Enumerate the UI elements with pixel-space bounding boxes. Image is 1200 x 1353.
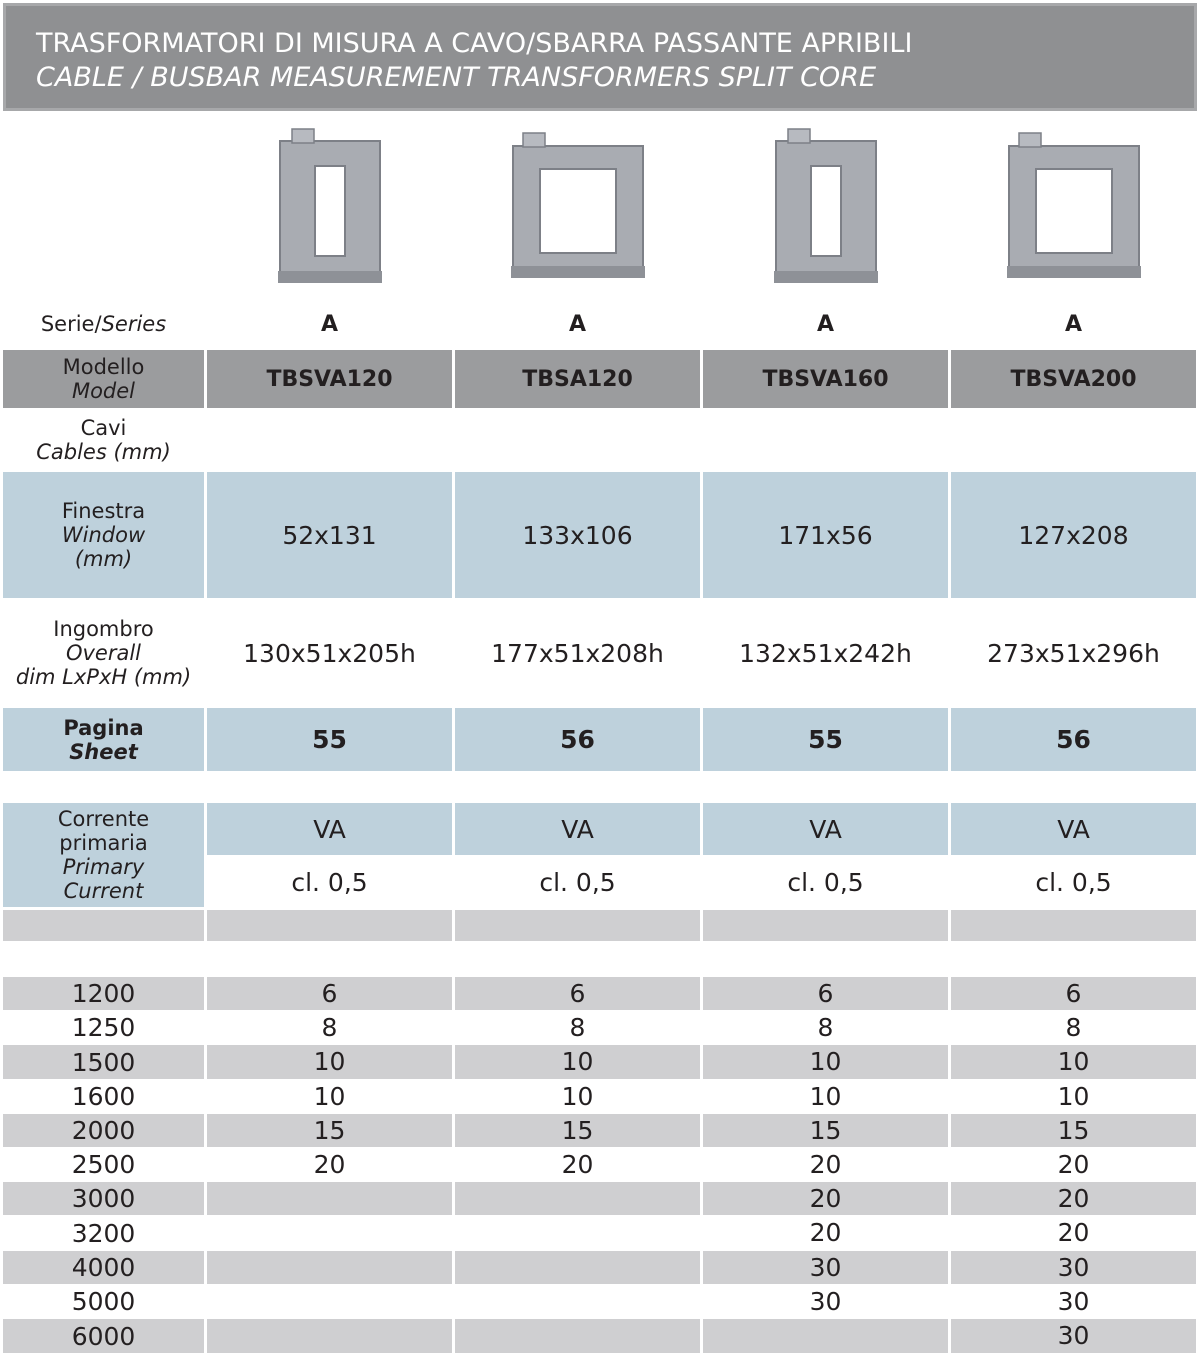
primary-current-value: 3000: [3, 1182, 204, 1215]
title-english: CABLE / BUSBAR MEASUREMENT TRANSFORMERS SPLIT CORE: [36, 62, 877, 93]
va-value: 15: [207, 1114, 452, 1147]
spacer-cell: [3, 910, 204, 941]
va-value: [207, 1319, 452, 1353]
spacer-cell: [207, 910, 452, 941]
va-value: 20: [951, 1148, 1196, 1181]
va-header: VA: [207, 803, 452, 855]
va-value: 20: [951, 1182, 1196, 1215]
class-header: cl. 0,5: [951, 858, 1196, 907]
primary-current-value: 2500: [3, 1148, 204, 1181]
spacer-cell: [951, 774, 1196, 800]
primary-current-value: 1600: [3, 1080, 204, 1113]
model-label-en: Model: [71, 379, 136, 403]
spacer-cell: [455, 944, 700, 974]
overall-value: 130x51x205h: [207, 601, 452, 705]
window-label-unit: (mm): [74, 547, 133, 571]
va-value: [455, 1251, 700, 1284]
series-label-it: Serie/: [40, 312, 102, 336]
va-value: [207, 1216, 452, 1250]
va-value: [455, 1182, 700, 1215]
window-value: 127x208: [951, 472, 1196, 598]
product-image-cell: [207, 114, 452, 298]
va-value: [207, 1251, 452, 1284]
va-value: 10: [703, 1080, 948, 1113]
model-label-it: Modello: [62, 355, 145, 379]
cables-value: [207, 411, 452, 469]
va-header: VA: [703, 803, 948, 855]
spacer-cell: [207, 944, 452, 974]
va-value: 8: [207, 1011, 452, 1044]
va-value: 10: [207, 1045, 452, 1079]
spacer-cell: [951, 944, 1196, 974]
primary-current-value: 6000: [3, 1319, 204, 1353]
va-value: 20: [703, 1148, 948, 1181]
spacer-cell: [703, 910, 948, 941]
cables-label-it: Cavi: [80, 416, 127, 440]
primary-current-value: 4000: [3, 1251, 204, 1284]
va-value: [207, 1182, 452, 1215]
va-value: 10: [207, 1080, 452, 1113]
primary-current-label: [3, 803, 204, 907]
spacer-cell: [951, 910, 1196, 941]
window-label-en: Window: [61, 523, 146, 547]
sheet-value: 56: [455, 708, 700, 771]
cables-label: [3, 411, 204, 469]
empty-corner-cell: [3, 114, 204, 298]
primary-current-label-en2: Current: [63, 879, 144, 903]
va-value: 20: [207, 1148, 452, 1181]
product-image-cell: [455, 114, 700, 298]
overall-label-it: Ingombro: [53, 617, 154, 641]
overall-label-en1: Overall: [65, 641, 142, 665]
va-value: 6: [703, 977, 948, 1010]
model-value: TBSVA200: [951, 350, 1196, 408]
overall-label: [3, 601, 204, 705]
va-value: 10: [455, 1080, 700, 1113]
va-value: 20: [703, 1182, 948, 1215]
va-value: 30: [703, 1285, 948, 1318]
va-value: 20: [703, 1216, 948, 1250]
va-value: 8: [455, 1011, 700, 1044]
split-core-ct-tall-icon: [220, 121, 440, 291]
overall-value: 177x51x208h: [455, 601, 700, 705]
spacer-cell: [703, 944, 948, 974]
va-value: 8: [703, 1011, 948, 1044]
overall-value: 132x51x242h: [703, 601, 948, 705]
va-value: 20: [951, 1216, 1196, 1250]
va-value: 15: [951, 1114, 1196, 1147]
va-value: 10: [951, 1080, 1196, 1113]
sheet-value: 55: [207, 708, 452, 771]
class-header: cl. 0,5: [703, 858, 948, 907]
product-image-cell: [703, 114, 948, 298]
cables-label-en: Cables (mm): [36, 440, 171, 464]
series-label-en: Series: [101, 312, 167, 336]
series-value: A: [703, 301, 948, 347]
primary-current-value: 2000: [3, 1114, 204, 1147]
va-value: 10: [455, 1045, 700, 1079]
sheet-value: 55: [703, 708, 948, 771]
window-value: 171x56: [703, 472, 948, 598]
sheet-label: [3, 708, 204, 771]
va-value: [207, 1285, 452, 1318]
va-value: [703, 1319, 948, 1353]
primary-current-label-it1: Corrente: [57, 807, 150, 831]
cables-value: [703, 411, 948, 469]
title-italian: TRASFORMATORI DI MISURA A CAVO/SBARRA PASSANTE APRIBILI: [36, 28, 913, 59]
split-core-ct-wide-icon: [468, 121, 688, 291]
series-label: [3, 301, 204, 347]
overall-label-en2: dim LxPxH (mm): [15, 665, 192, 689]
split-core-ct-wide-icon: [964, 121, 1184, 291]
series-value: A: [207, 301, 452, 347]
va-value: [455, 1216, 700, 1250]
spacer-cell: [703, 774, 948, 800]
model-value: TBSVA120: [207, 350, 452, 408]
window-value: 133x106: [455, 472, 700, 598]
va-value: 6: [455, 977, 700, 1010]
class-header: cl. 0,5: [207, 858, 452, 907]
sheet-label-en: Sheet: [69, 739, 138, 764]
va-value: 30: [951, 1319, 1196, 1353]
series-value: A: [455, 301, 700, 347]
cables-value: [951, 411, 1196, 469]
va-value: [455, 1319, 700, 1353]
class-header: cl. 0,5: [455, 858, 700, 907]
va-value: 6: [951, 977, 1196, 1010]
va-value: 6: [207, 977, 452, 1010]
sheet-value: 56: [951, 708, 1196, 771]
primary-current-label-en1: Primary: [62, 855, 145, 879]
window-label-it: Finestra: [61, 499, 146, 523]
split-core-ct-tall-icon: [716, 121, 936, 291]
va-value: 10: [951, 1045, 1196, 1079]
va-value: 30: [951, 1251, 1196, 1284]
spacer-cell: [3, 774, 204, 800]
va-header: VA: [951, 803, 1196, 855]
primary-current-value: 1200: [3, 977, 204, 1010]
va-value: 8: [951, 1011, 1196, 1044]
series-value: A: [951, 301, 1196, 347]
va-value: 30: [951, 1285, 1196, 1318]
primary-current-label-it2: primaria: [59, 831, 148, 855]
model-label: [3, 350, 204, 408]
window-value: 52x131: [207, 472, 452, 598]
va-header: VA: [455, 803, 700, 855]
va-value: 15: [455, 1114, 700, 1147]
spacer-cell: [207, 774, 452, 800]
cables-value: [455, 411, 700, 469]
va-value: 10: [703, 1045, 948, 1079]
window-label: [3, 472, 204, 598]
va-value: 15: [703, 1114, 948, 1147]
product-image-cell: [951, 114, 1196, 298]
primary-current-value: 5000: [3, 1285, 204, 1318]
overall-value: 273x51x296h: [951, 601, 1196, 705]
model-value: TBSA120: [455, 350, 700, 408]
sheet-label-it: Pagina: [63, 715, 144, 740]
primary-current-value: 1500: [3, 1045, 204, 1079]
primary-current-value: 3200: [3, 1216, 204, 1250]
va-value: [455, 1285, 700, 1318]
spacer-cell: [455, 910, 700, 941]
model-value: TBSVA160: [703, 350, 948, 408]
spacer-cell: [3, 944, 204, 974]
primary-current-value: 1250: [3, 1011, 204, 1044]
va-value: 30: [703, 1251, 948, 1284]
va-value: 20: [455, 1148, 700, 1181]
spacer-cell: [455, 774, 700, 800]
